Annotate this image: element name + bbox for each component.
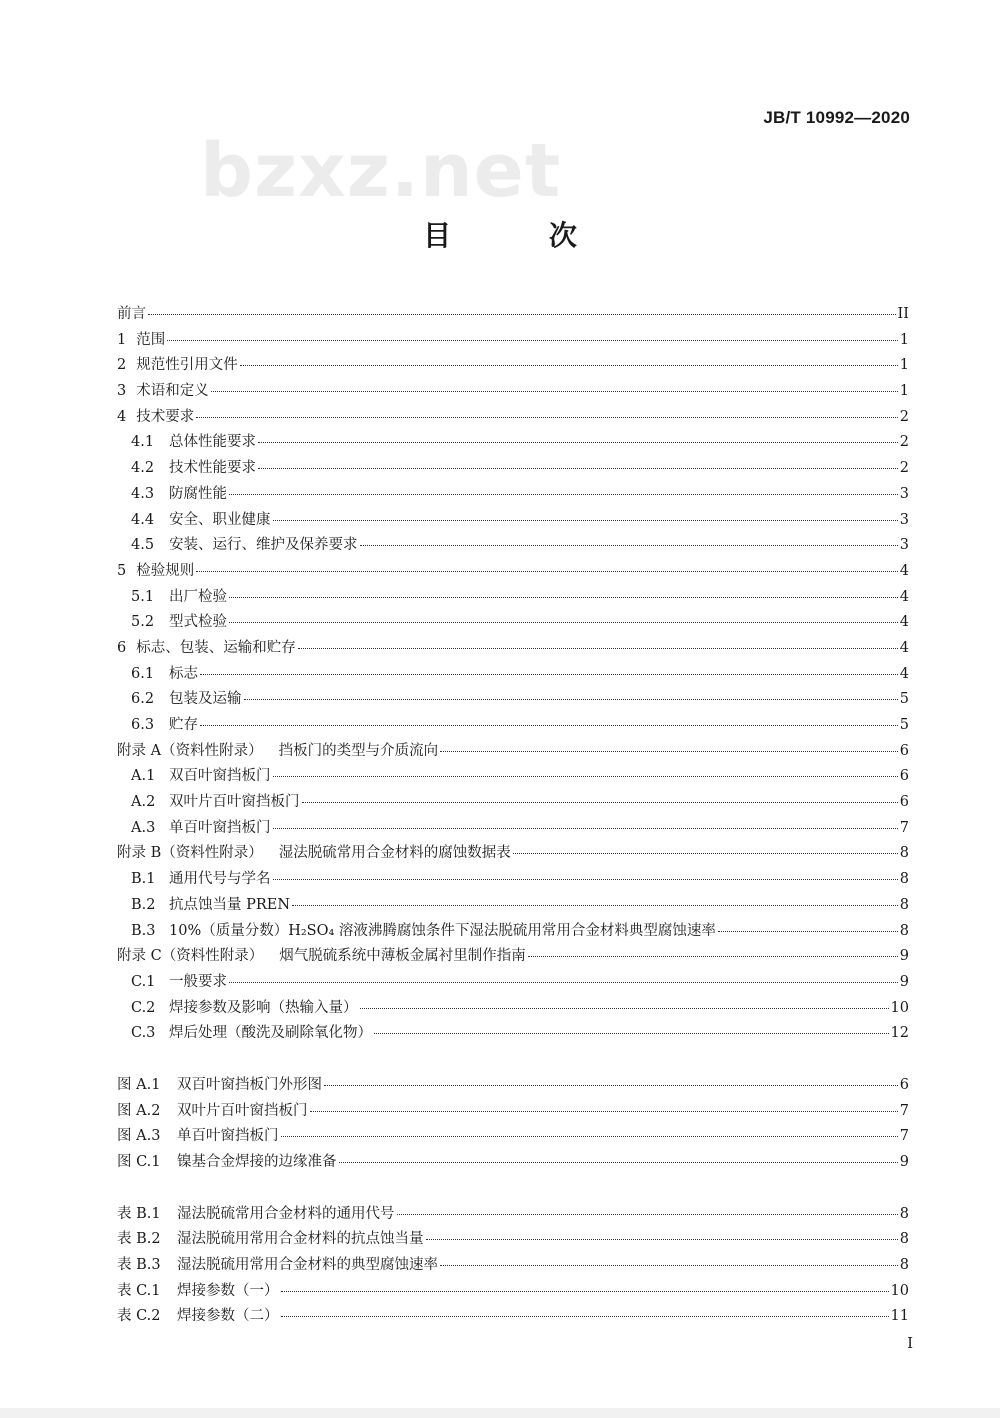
toc-entry-title: 双百叶窗挡板门 (169, 768, 271, 785)
toc-entry-page: 4 (899, 639, 909, 656)
toc-entry-label (131, 919, 716, 940)
toc-entry-label (117, 1099, 308, 1120)
toc-entry-number: 图 A.1 (117, 1076, 161, 1093)
toc-entry[interactable] (117, 482, 909, 508)
toc-entry-label (131, 585, 227, 606)
dot-leader (167, 340, 898, 341)
dot-leader (324, 1085, 898, 1086)
toc-entry[interactable] (117, 533, 909, 559)
dot-leader (292, 905, 898, 906)
toc-entry[interactable] (117, 353, 909, 379)
toc-entry-page: 2 (899, 434, 909, 451)
toc-entry[interactable] (117, 1021, 909, 1047)
toc-entry-label (117, 1150, 337, 1171)
toc-entry-label (117, 1073, 322, 1094)
toc-entry-number: A.1 (131, 768, 156, 785)
toc-entry-number: 6.2 (131, 691, 155, 708)
toc-entry[interactable] (117, 893, 909, 919)
toc-entry-title: 通用代号与学名 (169, 871, 271, 888)
dot-leader (258, 442, 898, 443)
toc-entry-page: 5 (899, 691, 909, 708)
toc-entry-title: 标志、包装、运输和贮存 (136, 639, 296, 656)
dot-leader (229, 494, 898, 495)
toc-entry-title: 一般要求 (169, 973, 227, 990)
dot-leader (397, 1214, 898, 1215)
toc-entry-page: 11 (890, 1308, 909, 1325)
toc-entry-number: 5 (117, 562, 127, 579)
toc-entry-page: 4 (899, 588, 909, 605)
toc-entry-page: 8 (899, 845, 909, 862)
toc-entry[interactable] (117, 790, 909, 816)
dot-leader (281, 1316, 889, 1317)
toc-entry-label (131, 430, 256, 451)
toc-entry-title: 焊接参数及影响（热输入量） (169, 999, 358, 1016)
toc-entry-label (131, 662, 198, 683)
toc-entry-page: 3 (899, 485, 909, 502)
toc-entry[interactable] (117, 867, 909, 893)
toc-entry-page: 4 (899, 562, 909, 579)
toc-entry-title: 湿法脱硫常用合金材料的通用代号 (177, 1205, 395, 1222)
toc-entry-page: 8 (899, 1205, 909, 1222)
toc-entry-page: 8 (899, 922, 909, 939)
toc-entry-number: 附录 B（资料性附录） (117, 845, 263, 862)
toc-entry-page: 4 (899, 665, 909, 682)
toc-entry[interactable] (117, 456, 909, 482)
toc-entry-title: 抗点蚀当量 PREN (169, 896, 291, 913)
toc-entry-title: 10%（质量分数）H₂SO₄ 溶液沸腾腐蚀条件下湿法脱硫用常用合金材料典型腐蚀速率 (169, 922, 716, 939)
dot-leader (513, 853, 898, 854)
toc-entry-title: 贮存 (169, 717, 198, 733)
toc-entry[interactable] (117, 430, 909, 456)
dot-leader (298, 648, 898, 649)
toc-entry[interactable] (117, 1253, 909, 1279)
page-title: 目 次 (423, 219, 621, 252)
toc-entry-number: 4.4 (131, 511, 155, 528)
toc-tables-section (117, 1202, 909, 1330)
toc-entry[interactable] (117, 687, 909, 713)
toc-entry-number: 图 C.1 (117, 1154, 161, 1170)
toc-entry-page: 10 (890, 999, 909, 1016)
toc-entry-title: 出厂检验 (169, 588, 227, 605)
toc-entry-number: 4.1 (131, 434, 155, 451)
toc-entry-number: 5.2 (131, 614, 155, 631)
toc-entry[interactable] (117, 328, 909, 354)
toc-entry[interactable] (117, 1279, 909, 1305)
toc-entry-number: 3 (117, 383, 127, 400)
toc-entry-title: 单百叶窗挡板门 (177, 1128, 279, 1145)
toc-entry-page: 6 (899, 794, 909, 811)
toc-entry-page: 1 (899, 357, 909, 374)
dot-leader (273, 828, 898, 829)
toc-entry-page: 7 (899, 819, 909, 836)
toc-entry-label (117, 1202, 395, 1223)
toc-entry-label (131, 508, 271, 529)
toc-entry-title: 湿法脱硫用常用合金材料的抗点蚀当量 (177, 1231, 424, 1248)
toc-entry-number: 6.1 (131, 665, 155, 682)
toc-entry-page: 7 (899, 1128, 909, 1145)
toc-entry-page: 9 (899, 1154, 909, 1170)
toc-entry-label (131, 790, 300, 811)
toc-entry-title: 湿法脱硫用常用合金材料的典型腐蚀速率 (177, 1257, 438, 1274)
toc-entry[interactable] (117, 841, 909, 867)
toc-entry-page: 2 (899, 460, 909, 477)
toc-entry[interactable] (117, 405, 909, 431)
toc-entry[interactable] (117, 559, 909, 585)
toc-entry-number: 表 C.2 (117, 1308, 161, 1325)
toc-entry-page: 10 (890, 1282, 909, 1299)
dot-leader (440, 751, 898, 752)
toc-entry-label (131, 816, 271, 837)
toc-entry-number: 附录 C（资料性附录） (117, 948, 264, 965)
toc-entry-number: 6.3 (131, 717, 155, 733)
toc-entry[interactable] (117, 713, 909, 739)
toc-entry[interactable] (117, 1124, 909, 1150)
toc-entry-title: 挡板门的类型与介质流向 (278, 742, 439, 759)
toc-entry-number: B.2 (131, 896, 156, 913)
toc-entry-page: 12 (890, 1025, 909, 1042)
toc-entry-number: 图 A.2 (117, 1102, 161, 1119)
toc-entry-label (117, 405, 194, 426)
toc-entry-title: 单百叶窗挡板门 (169, 819, 271, 836)
toc-entry-label (117, 739, 438, 760)
toc-entry-number: C.1 (131, 973, 156, 990)
toc-entry-label (117, 302, 146, 323)
toc-entry-page: 3 (899, 537, 909, 554)
dot-leader (273, 776, 898, 777)
toc-entry-label (131, 610, 227, 631)
toc-entry-title: 双叶片百叶窗挡板门 (177, 1102, 308, 1119)
dot-leader (196, 417, 898, 418)
dot-leader (360, 545, 898, 546)
toc-entry-page: 8 (899, 1231, 909, 1248)
dot-leader (440, 1265, 898, 1266)
toc-entry-label (117, 1279, 279, 1300)
dot-leader (196, 571, 898, 572)
toc-entry-label (117, 379, 209, 400)
toc-entry-number: 5.1 (131, 588, 155, 605)
toc-entry-title: 焊接参数（一） (177, 1282, 279, 1299)
toc-entry-label (117, 559, 194, 580)
toc-entry-number: 1 (117, 331, 127, 348)
toc-entry[interactable] (117, 739, 909, 765)
dot-leader (339, 1162, 898, 1163)
dot-leader (281, 1136, 898, 1137)
toc-entry-label (131, 1021, 372, 1042)
toc-entry-number: B.1 (131, 871, 156, 888)
toc-entry-page: 4 (899, 614, 909, 631)
dot-leader (302, 802, 898, 803)
toc-entry-title: 包装及运输 (169, 691, 242, 708)
toc-entry-number: A.3 (131, 819, 156, 836)
toc-entry-number: 4.5 (131, 537, 155, 554)
toc-main-section (117, 302, 909, 1047)
toc-entry-label (117, 1253, 438, 1274)
toc-entry[interactable] (117, 508, 909, 534)
toc-entry-label (131, 456, 256, 477)
toc-entry[interactable] (117, 970, 909, 996)
toc-entry-page: 6 (899, 742, 909, 759)
dot-leader (229, 622, 898, 623)
dot-leader (310, 1111, 898, 1112)
toc-entry-page: 1 (899, 383, 909, 400)
toc-entry-title: 规范性引用文件 (136, 357, 238, 374)
dot-leader (240, 365, 898, 366)
dot-leader (528, 956, 898, 957)
toc-entry-page: 8 (899, 871, 909, 888)
dot-leader (281, 1291, 889, 1292)
toc-entry[interactable] (117, 816, 909, 842)
toc-entry-page: 8 (899, 1257, 909, 1274)
toc-entry-title: 技术性能要求 (169, 460, 256, 477)
toc-entry-label (117, 841, 511, 862)
toc-entry-label (117, 1124, 279, 1145)
toc-entry-label (131, 970, 227, 991)
toc-entry-number: 表 B.1 (117, 1205, 161, 1222)
toc-entry-page: 9 (899, 948, 909, 965)
toc-entry[interactable] (117, 585, 909, 611)
toc-entry-title: 焊接参数（二） (177, 1308, 279, 1325)
toc-entry-title: 湿法脱硫常用合金材料的腐蚀数据表 (278, 845, 511, 862)
toc-entry[interactable] (117, 1073, 909, 1099)
toc-entry-title: 总体性能要求 (169, 434, 256, 451)
toc-entry-title: 范围 (136, 331, 166, 348)
toc-entry-title: 烟气脱硫系统中薄板金属衬里制作指南 (279, 948, 526, 965)
toc-entry-title: 防腐性能 (169, 485, 227, 502)
toc-entry-title: 安装、运行、维护及保养要求 (169, 537, 358, 554)
toc-entry-label (131, 867, 271, 888)
toc-entry-number: A.2 (131, 794, 156, 811)
toc-entry[interactable] (117, 764, 909, 790)
toc-entry-number: 4.2 (131, 460, 155, 477)
toc-figures-section (117, 1073, 909, 1176)
toc-entry[interactable] (117, 379, 909, 405)
toc-entry[interactable] (117, 636, 909, 662)
toc-entry[interactable] (117, 1227, 909, 1253)
toc-entry-page: 5 (899, 717, 909, 733)
toc-entry-number: 2 (117, 357, 127, 374)
toc-entry[interactable] (117, 610, 909, 636)
toc-entry-title: 术语和定义 (136, 383, 209, 400)
dot-leader (229, 982, 898, 983)
toc-entry-number: C.2 (131, 999, 156, 1016)
dot-leader (426, 1239, 898, 1240)
dot-leader (718, 931, 898, 932)
toc-entry-label (131, 482, 227, 503)
toc-entry[interactable] (117, 662, 909, 688)
toc-entry-title: 检验规则 (136, 562, 195, 579)
dot-leader (360, 1008, 889, 1009)
toc-entry-page: 3 (899, 511, 909, 528)
toc-entry-number: C.3 (131, 1025, 156, 1042)
toc-entry-label (131, 713, 198, 734)
toc-entry-label (117, 328, 165, 349)
toc-entry-number: 6 (117, 639, 127, 656)
toc-entry-title: 型式检验 (169, 614, 227, 631)
page-number: I (907, 1334, 913, 1352)
dot-leader (273, 520, 898, 521)
dot-leader (244, 699, 898, 700)
toc-entry-title: 双叶片百叶窗挡板门 (169, 794, 300, 811)
document-code: JB/T 10992—2020 (763, 108, 910, 127)
toc-entry-title: 镍基合金焊接的边缘准备 (177, 1154, 337, 1170)
toc-entry[interactable] (117, 302, 909, 328)
dot-leader (273, 879, 898, 880)
toc-entry-label (131, 893, 290, 914)
toc-entry[interactable] (117, 919, 909, 945)
dot-leader (374, 1033, 889, 1034)
toc-entry-label (131, 533, 358, 554)
toc-entry-title: 标志 (169, 665, 198, 682)
toc-entry-page: 6 (899, 768, 909, 785)
toc-entry-label (131, 687, 242, 708)
dot-leader (258, 468, 898, 469)
toc-entry-number: 表 B.2 (117, 1231, 161, 1248)
toc-entry-title: 焊后处理（酸洗及刷除氧化物） (169, 1025, 372, 1042)
toc-entry-title: 前言 (117, 306, 146, 322)
toc-entry-label (131, 996, 358, 1017)
toc-entry-title: 双百叶窗挡板门外形图 (177, 1076, 322, 1093)
toc-entry-title: 安全、职业健康 (169, 511, 271, 528)
toc-entry-number: 图 A.3 (117, 1128, 161, 1145)
toc-entry-number: 4 (117, 408, 127, 425)
toc-entry-title: 技术要求 (136, 408, 195, 425)
bottom-edge (0, 1408, 1000, 1418)
toc-entry[interactable] (117, 1150, 909, 1176)
toc-entry-page: 1 (899, 331, 909, 348)
toc-entry-label (117, 944, 526, 965)
toc-entry-label (117, 1304, 279, 1325)
toc-entry-page: 8 (899, 896, 909, 913)
toc-entry[interactable] (117, 944, 909, 970)
toc-entry-label (117, 636, 296, 657)
dot-leader (200, 674, 898, 675)
dot-leader (200, 725, 898, 726)
toc-entry[interactable] (117, 996, 909, 1022)
toc-entry-page: II (897, 306, 909, 322)
toc-entry-number: 表 B.3 (117, 1257, 161, 1274)
toc-entry-number: 附录 A（资料性附录） (117, 742, 263, 759)
toc-entry-number: 表 C.1 (117, 1282, 161, 1299)
toc-entry[interactable] (117, 1099, 909, 1125)
toc-entry-number: B.3 (131, 922, 156, 939)
dot-leader (211, 391, 898, 392)
watermark: bzxz.net (200, 128, 562, 214)
dot-leader (148, 314, 896, 315)
toc-entry-label (117, 353, 238, 374)
toc-entry[interactable] (117, 1304, 909, 1330)
toc-entry-number: 4.3 (131, 485, 155, 502)
toc-entry-page: 9 (899, 973, 909, 990)
toc-entry-page: 6 (899, 1076, 909, 1093)
dot-leader (229, 597, 898, 598)
toc-entry-page: 7 (899, 1102, 909, 1119)
table-of-contents (117, 302, 909, 1330)
toc-entry-label (117, 1227, 424, 1248)
toc-entry-page: 2 (899, 408, 909, 425)
toc-entry-label (131, 764, 271, 785)
toc-entry[interactable] (117, 1202, 909, 1228)
